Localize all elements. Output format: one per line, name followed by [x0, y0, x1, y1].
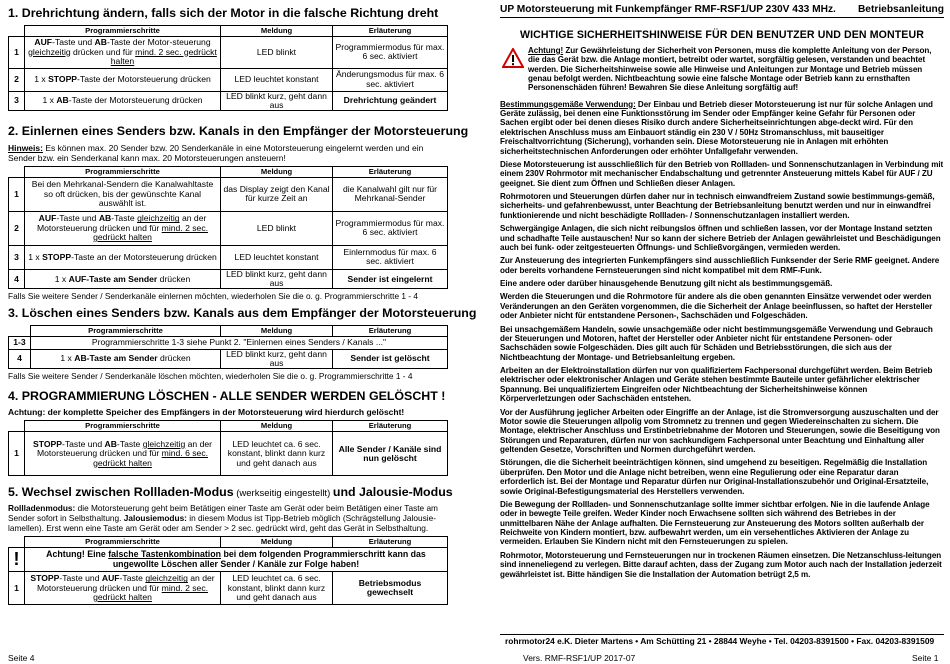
table-mode	[8, 536, 448, 605]
section-4-title: 4. PROGRAMMIERUNG LÖSCHEN - ALLE SENDER WERDEN GELÖSCHT !	[8, 388, 446, 403]
section-2-title: 2. Einlernen eines Senders bzw. Kanals in den Empfänger der Motorsteuerung	[8, 124, 469, 139]
left-page	[8, 4, 477, 605]
page-number-left: Seite 4	[8, 653, 35, 663]
warning-text: Achtung! Zur Gewährleistung der Sicherheit von Personen, muss die komplette Anleitung von der Person, die das Gerät bzw. die Anlage montiert, betreibt oder wartet, sorgfältig gelesen, verstanden und beachtet werden. Die Sicherheitshinweise sowie alle Hinweise und Anleitungen zur Montage und Betrieb müssen genau befolgt werden. Nichtbeachtung sowie eine falsche Montage oder Betrieb kann zu ernsthaften Personenschäden führen! Bewahren Sie diese Anleitung sorgfältig auf!	[528, 45, 932, 93]
step-text: AUF-Taste und AB-Taste der Motor-steuerung gleichzeitig drücken und für mind. 2 sec. gedrückt halten	[25, 36, 221, 68]
safety-paragraph: Bei unsachgemäßem Handeln, sowie unsachgemäße oder nicht bestimmungsgemäße Verwendung und Gebrauch der Steuerungen und Motoren, haftet der Hersteller oder Anbieter nicht für entstandene Personen- oder Sachschäden sowie Folgeschäden. Dies gilt auch für Schäden und Betriebsstörungen, die sich aus der Nichtbeachtung der Montage- und Betriebsanleitung ergeben.	[500, 324, 933, 362]
section-5-title: 5. Wechsel zwischen Rollladen-Modus (werkseitig eingestellt) und Jalousie-Modus	[8, 485, 453, 500]
step-text: STOPP-Taste und AB-Taste gleichzeitig an der Motorsteuerung drücken und für mind. 6 sec. gedrückt halten	[25, 432, 221, 476]
step-message: LED leuchtet ca. 6 sec. konstant, blinkt dann kurz und geht danach aus	[221, 572, 333, 605]
safety-paragraph: Diese Motorsteuerung ist ausschließlich für den Betrieb von Rollladen- und Sonnenschutzanlagen in Verbindung mit einem 230V Rohrmotor mit mechanischer Endabschaltung und getrennter Ansteuerung mittels Kabel für AUF / ZU geeignet. Sie dient zum Öffnen und Schließen dieser Anlagen.	[500, 159, 944, 188]
page-number-right: Seite 1	[912, 653, 939, 663]
footer-divider	[500, 634, 944, 635]
step-message: LED blinkt	[221, 211, 333, 245]
col-head-msg: Meldung	[221, 537, 333, 548]
safety-paragraph: Eine andere oder darüber hinausgehende Benutzung gilt nicht als bestimmungsgemäß.	[500, 279, 833, 289]
col-head-steps: Programmierschritte	[31, 325, 221, 336]
col-head-steps: Programmierschritte	[25, 166, 221, 177]
table-row	[9, 245, 448, 269]
table-row	[9, 91, 448, 111]
step-text: STOPP-Taste und AUF-Taste gleichzeitig an der Motorsteuerung drücken und für mind. 2 sec. gedrückt halten	[25, 572, 221, 605]
warning-row	[9, 548, 448, 572]
step-text: 1 x STOPP-Taste an der Motorsteuerung drücken	[25, 245, 221, 269]
step-message: LED leuchtet konstant	[221, 245, 333, 269]
step-message: LED blinkt	[221, 36, 333, 68]
col-head-msg: Meldung	[221, 25, 333, 36]
step-text: 1 x AB-Taste am Sender drücken	[31, 349, 221, 369]
section-1-title: 1. Drehrichtung ändern, falls sich der Motor in die falsche Richtung dreht	[8, 6, 439, 20]
table-row	[9, 572, 448, 605]
col-head-expl: Erläuterung	[333, 25, 448, 36]
step-text: Programmierschritte 1-3 siehe Punkt 2. "Einlernen eines Senders / Kanals ..."	[31, 336, 448, 349]
step-number: 4	[9, 349, 31, 369]
col-head-expl: Erläuterung	[333, 421, 448, 432]
step-explanation: Programmiermodus für max. 6 sec. aktiviert	[333, 36, 448, 68]
col-head-expl: Erläuterung	[333, 166, 448, 177]
step-number: 1-3	[9, 336, 31, 349]
step-number: 2	[9, 211, 25, 245]
safety-paragraph: Zur Ansteuerung des integrierten Funkempfängers sind ausschließlich Funksender der Serie RMF geeignet. Andere oder bereits vorhandene Fernsteuerungen sind nicht kompatibel mit dem RMF-Funk.	[500, 256, 940, 275]
safety-title: WICHTIGE SICHERHEITSHINWEISE FÜR DEN BENUTZER UND DEN MONTEUR	[520, 29, 924, 42]
step-explanation: Einlernmodus für max. 6 sec. aktiviert	[333, 245, 448, 269]
step-message: LED leuchtet ca. 6 sec. konstant, blinkt dann kurz und geht danach aus	[221, 432, 333, 476]
col-head-expl: Erläuterung	[333, 325, 448, 336]
step-message: LED blinkt kurz, geht dann aus	[221, 349, 333, 369]
step-text: 1 x STOPP-Taste der Motorsteuerung drücken	[25, 68, 221, 91]
step-explanation: die Kanalwahl gilt nur für Mehrkanal-Sender	[333, 177, 448, 211]
table-row	[9, 36, 448, 68]
step-text: Bei den Mehrkanal-Sendern die Kanalwahltaste so oft drücken, bis der gewünschte Kanal auswählt ist.	[25, 177, 221, 211]
version-label: Vers. RMF-RSF1/UP 2017-07	[523, 653, 636, 663]
safety-paragraph: Arbeiten an der Elektroinstallation dürfen nur von qualifiziertem Fachpersonal durchgeführt werden. Beim Betrieb elektrischer oder elektronischer Anlagen und Geräte stehen bestimmte Bauteile unter gefährlicher elektrischer Spannung. Bei unqualifiziertem Eingreifen oder Nichtbeachtung der Sicherheitshinweise können Körperverletzungen oder Sachschäden entstehen.	[500, 366, 933, 404]
step-number: 1	[9, 36, 25, 68]
intended-use-paragraph: Bestimmungsgemäße Verwendung: Der Einbau und Betrieb dieser Motorsteuerung ist nur für solche Anlagen und Geräte zulässig, bei denen eine Funktionsstörung im Sender oder Empfänger keine Gefahr für Personen oder Sachen ergibt oder bei denen dieses Risiko durch andere Sicherheitseinrichtungen abge-deckt wird. Für den elektrischen Anschluss muss am Einbauort ständig ein 230 V / 50Hz Stromanschluss, mit bauseitiger Freischaltvorrichtung (Sicherung), vorhanden sein. Diese Motorsteuerung nie in Anlagen mit erhöhten sicherheitstechnischen Anforderungen oder erhöhter Unfallgefahr verwenden.	[500, 99, 933, 156]
col-head-msg: Meldung	[221, 325, 333, 336]
table-row	[9, 177, 448, 211]
exclamation-icon: !	[9, 548, 25, 572]
step-number: 1	[9, 572, 25, 605]
step-number: 3	[9, 91, 25, 111]
section-3-title: 3. Löschen eines Senders bzw. Kanals aus dem Empfänger der Motorsteuerung	[8, 305, 477, 320]
safety-paragraph: Die Bewegung der Rollladen- und Sonnenschutzanlage sollte immer sichtbar erfolgen. Nie in die laufende Anlage oder in bewegte Teile greifen. Weder Kinder noch Erwachsene sollten sich während des Betriebes in der unmittelbaren Nähe der Anlage aufhalten. Die Fernsteuerung zur Ansteuerung des Motors sollten außerhalb der Reichweite von Kindern montiert, bzw. aufbewahrt werden, um ein versehentliches Aktivieren der Anlage zu vermeiden. Erlauben Sie Kindern nicht mit den Fernsteuerungen zu spielen.	[500, 499, 930, 547]
section-2-hint: Hinweis: Es können max. 20 Sender bzw. 20 Senderkanäle in eine Motorsteuerung eingelernt werden und ein Sender bzw. ein Senderkanal kann max. 20 Motorsteuerungen ansteuern!	[8, 142, 424, 163]
table-direction	[8, 25, 448, 112]
company-address: rohrmotor24 e.K. Dieter Martens • Am Schütting 21 • 28844 Weyhe • Tel. 04203-8391500 • Fax. 04203-8391509	[505, 636, 935, 646]
col-head-steps: Programmierschritte	[25, 25, 221, 36]
step-message: LED leuchtet konstant	[221, 68, 333, 91]
table-row	[9, 336, 448, 349]
header-title: UP Motorsteuerung mit Funkempfänger RMF-RSF1/UP 230V 433 MHz.	[500, 4, 836, 15]
step-explanation: Sender ist gelöscht	[333, 349, 448, 369]
step-explanation: Änderungsmodus für max. 6 sec. aktiviert	[333, 68, 448, 91]
step-number: 1	[9, 432, 25, 476]
table-row	[9, 269, 448, 289]
corner-cell	[9, 537, 25, 548]
table-row	[9, 211, 448, 245]
safety-paragraph: Schwergängige Anlagen, die sich nicht reibungslos öffnen und schließen lassen, vor der Montage Instand setzten und schadhafte Teile austauschen! Nur so kann der sichere Betrieb der Anlagen gewährleistet und Beschädigungen auch bei funk- oder zeitgesteuerten Öffnungs- und Schließvorgängen, vermieden werden.	[500, 224, 941, 252]
table-row	[9, 68, 448, 91]
step-explanation: Programmiermodus für max. 6 sec. aktiviert	[333, 211, 448, 245]
step-message: das Display zeigt den Kanal für kurze Zeit an	[221, 177, 333, 211]
step-text: 1 x AB-Taste der Motorsteuerung drücken	[25, 91, 221, 111]
page-header	[500, 4, 944, 18]
step-text: 1 x AUF-Taste am Sender drücken	[25, 269, 221, 289]
table-row	[9, 432, 448, 476]
header-doc-type: Betriebsanleitung	[857, 4, 944, 15]
section-4-note: Achtung: der komplette Speicher des Empfängers in der Motorsteuerung wird hierdurch gelöscht!	[8, 407, 405, 418]
section-3-footnote: Falls Sie weitere Sender / Senderkanäle löschen möchten, wiederholen Sie die o. g. Programmierschritte 1 - 4	[8, 371, 413, 382]
step-number: 4	[9, 269, 25, 289]
corner-cell	[9, 25, 25, 36]
warning-text: Achtung! Eine falsche Tastenkombination bei dem folgenden Programmierschritt kann das ungewollte Löschen aller Sender / Kanäle zur Folge haben!	[25, 548, 448, 572]
safety-paragraph: Vor der Ausführung jeglicher Arbeiten oder Eingriffe an der Anlage, ist die Stromversorgung auszuschalten und der Motor sowie die Steuerungen allpolig vom Stromnetz zu trennen und gegen Wiedereinschalten zu sichern. Die Montage, elektrischer Anschluss und Erstinbetriebnahme der Motoren und Steuerungen, sowie die Beseitigung von Störungen und Reparaturen, dürfen nur von sachkundigem Fachpersonal unter Beachtung und Einhaltung aller geltenden Gesetze, Vorschriften und Normen durchgeführt werden.	[500, 407, 940, 455]
col-head-msg: Meldung	[221, 421, 333, 432]
safety-paragraph: Rohrmotoren und Steuerungen dürfen daher nur in technisch einwandfreiem Zustand sowie bestimmungs-gemäß, sicherheits- und gefahrenbewusst, unter Beachtung der Betriebsanleitung benutzt werden und nur in einwandfrei funktionierende und nicht beschädigte Rollladen- / Sonnenschutzanlagen installiert werden.	[500, 192, 935, 220]
table-reset	[8, 420, 448, 476]
table-row	[9, 349, 448, 369]
step-message: LED blinkt kurz, geht dann aus	[221, 269, 333, 289]
warning-triangle-icon	[502, 48, 524, 68]
step-message: LED blinkt kurz, geht dann aus	[221, 91, 333, 111]
section-2-footnote: Falls Sie weitere Sender / Senderkanäle einlernen möchten, wiederholen Sie die o. g. Programmierschritte 1 - 4	[8, 291, 418, 302]
safety-paragraph: Werden die Steuerungen und die Rohrmotore für andere als die oben genannten Einsätze verwendet oder werden Veränderungen an den Geräten vorgenommen, die die Sicherheit der Anlage beeinflussen, so haftet der Hersteller oder Anbieter nicht für entstandene Personen-, Sachschäden und Folgeschäden.	[500, 292, 933, 321]
corner-cell	[9, 166, 25, 177]
corner-cell	[9, 325, 31, 336]
table-learn	[8, 166, 448, 290]
step-number: 2	[9, 68, 25, 91]
step-explanation: Sender ist eingelernt	[333, 269, 448, 289]
col-head-steps: Programmierschritte	[25, 421, 221, 432]
step-explanation: Drehrichtung geändert	[333, 91, 448, 111]
step-explanation: Alle Sender / Kanäle sind nun gelöscht	[333, 432, 448, 476]
col-head-expl: Erläuterung	[333, 537, 448, 548]
step-text: AUF-Taste und AB-Taste gleichzeitig an der Motorsteuerung drücken und für mind. 2 sec. gedrückt halten	[25, 211, 221, 245]
corner-cell	[9, 421, 25, 432]
safety-paragraph: Rohrmotor, Motorsteuerung und Fernsteuerungen nur in trockenen Räumen einsetzen. Die Netzanschluss-leitungen sind inneneliegend zu verlegen. Bitte darauf achten, dass der Zugang zum Motor auch nach der Installation jederzeit gewährleistet ist. Bitte händigen Sie die Installation der Automation betrügt 2,5 m.	[500, 550, 942, 579]
step-number: 1	[9, 177, 25, 211]
right-page	[500, 4, 944, 583]
col-head-msg: Meldung	[221, 166, 333, 177]
section-5-description: Rollladenmodus: die Motorsteuerung geht beim Betätigen einer Taste am Gerät oder beim Betätigen einer Taste am Sender sofort in Selbsthaltung. Jalousiemodus: in diesem Modus ist Tipp-Betrieb möglich (Schrägstellung Jalousie-lamellen). Erst wenn eine Taste am Gerät oder am Sender > 2 sec. gedrückt wird, geht das Gerät in Selbsthaltung.	[8, 503, 438, 533]
step-explanation: Betriebsmodus gewechselt	[333, 572, 448, 605]
safety-paragraph: Störungen, die die Sicherheit beeinträchtigen können, sind umgehend zu beseitigen. Regelmäßig die Installation überprüfen. Den Motor und die Anlage nicht betreiben, wenn eine Regulierung oder eine Reparatur daran erforderlich ist. Bei der Montage und Reparatur dürfen nur Original-Installationszubehör und Original-Ersatzteile, sowie Original-Befestigungsmaterial des Herstellers verwenden.	[500, 458, 929, 496]
table-delete	[8, 325, 448, 370]
step-number: 3	[9, 245, 25, 269]
col-head-steps: Programmierschritte	[25, 537, 221, 548]
warning-block	[500, 46, 944, 97]
